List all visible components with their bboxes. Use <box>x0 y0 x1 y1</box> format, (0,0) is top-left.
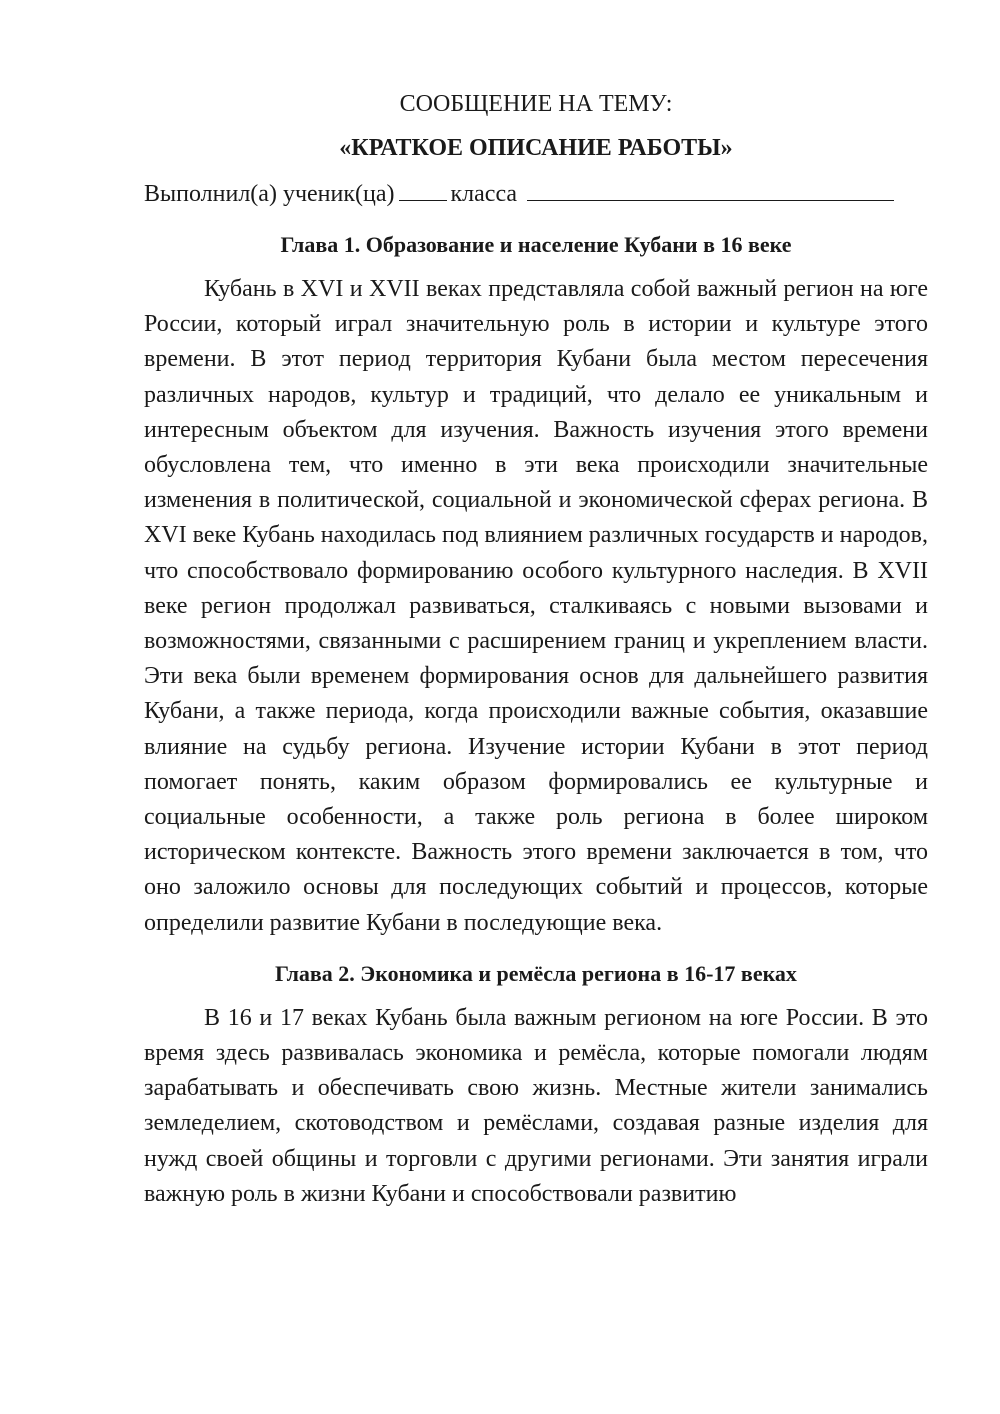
chapter-2-paragraph: В 16 и 17 веках Кубань была важным регионом на юге России. В это время здесь развивалась экономика и ремёсла, которые помогали людям зарабатывать и обеспечивать свою жизнь. Местные жители занимались земледелием, скотоводством и ремёслами, создавая разные изделия для нужд своей общины и торговли с другими регионами. Эти занятия играли важную роль в жизни Кубани и способствовали развитию <box>144 1004 928 1207</box>
chapter-2-title: Глава 2. Экономика и ремёсла региона в 16-17 веках <box>275 960 797 986</box>
chapter-1-title: Глава 1. Образование и население Кубани в 16 веке <box>280 232 792 257</box>
class-number-blank <box>399 178 447 201</box>
class-word: класса <box>450 181 518 207</box>
chapter-1-paragraph: Кубань в XVI и XVII веках представляла собой важный регион на юге России, который играл значительную роль в истории и культуре этого времени. В этот период территория Кубани была местом пересечения различных народов, культур и традиций, что делало ее уникальным и интересным объектом для изучения. Важность изучения этого времени обусловлена тем, что именно в эти века происходили значительные изменения в политической, социальной и экономической сферах региона. В XVI веке Кубань находилась под влиянием различных государств и народов, что способствовало формированию особого культурного наследия. В XVII веке регион продолжал развиваться, сталкиваясь с новыми вызовами и возможностями, связанными с расширением границ и укреплением власти. Эти века были временем формирования основ для дальнейшего развития Кубани, а также периода, когда происходили важные события, оказавшие влияние на судьбу региона. Изучение истории Кубани в этот период помогает понять, каким образом формировались ее культурные и социальные особенности, а также роль региона в более широком историческом контексте. Важность этого времени заключается в том, что оно заложило основы для последующих событий и процессов, которые определили развитие Кубани в последующие века. <box>144 276 928 936</box>
author-prefix: Выполнил(а) ученик(ца) <box>144 181 395 207</box>
document-header-line1: СООБЩЕНИЕ НА ТЕМУ: <box>399 91 673 117</box>
author-line <box>144 178 928 210</box>
document-page <box>144 88 928 1212</box>
document-title: «КРАТКОЕ ОПИСАНИЕ РАБОТЫ» <box>339 135 733 161</box>
author-name-blank <box>527 178 894 201</box>
